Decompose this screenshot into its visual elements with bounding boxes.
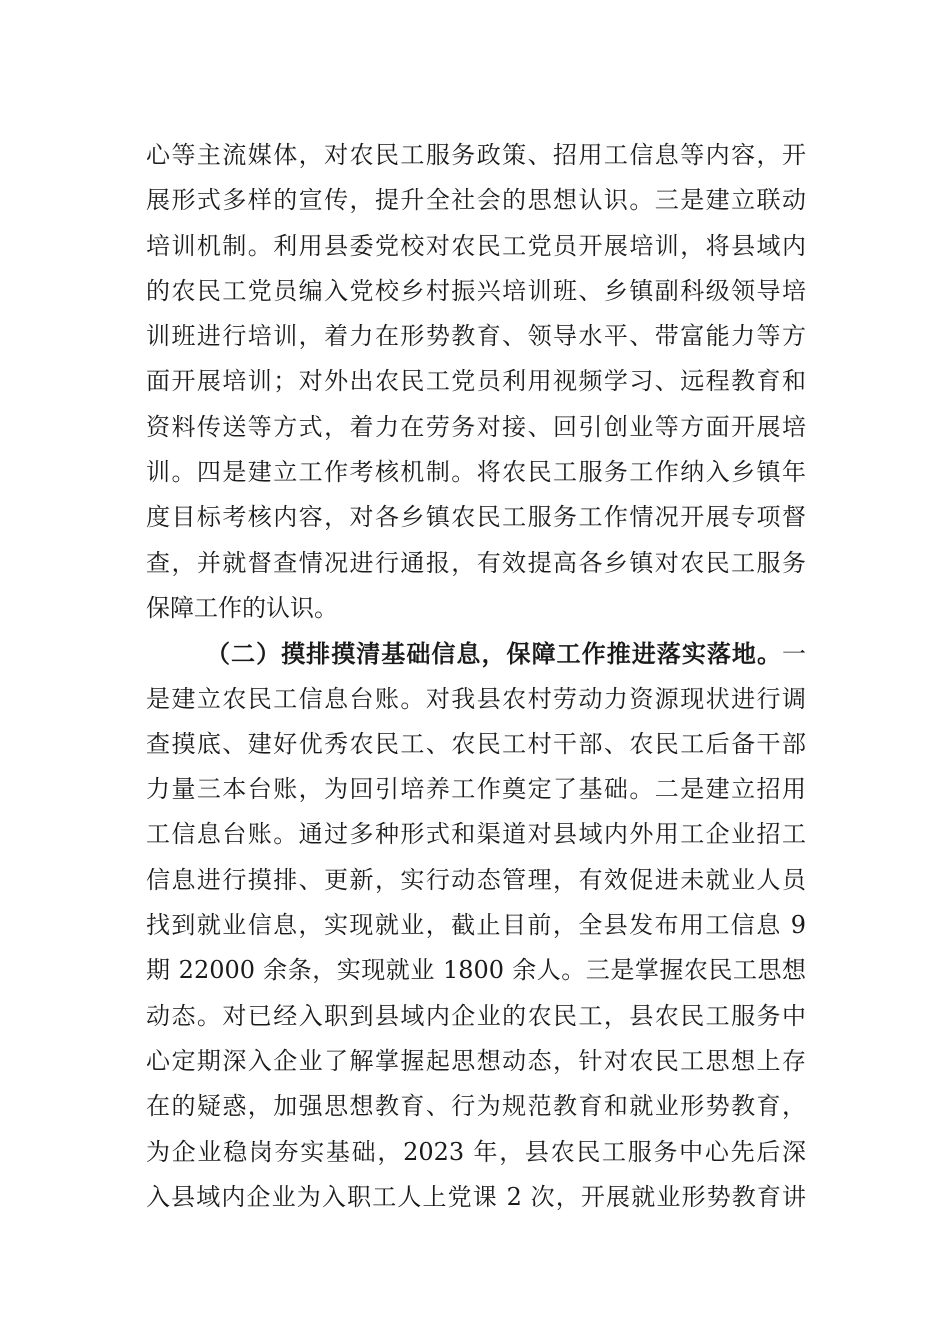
- text-line: 在的疑惑，加强思想教育、行为规范教育和就业形势教育，: [146, 1092, 806, 1121]
- text-line: 资料传送等方式，着力在劳务对接、回引创业等方面开展培: [146, 412, 806, 441]
- text-line: 训。四是建立工作考核机制。将农民工服务工作纳入乡镇年: [146, 458, 806, 487]
- text-line: 训班进行培训，着力在形势教育、领导水平、带富能力等方: [146, 322, 806, 351]
- text-line: 入县域内企业为入职工人上党课 2 次，开展就业形势教育讲: [146, 1182, 806, 1211]
- text-line: 是建立农民工信息台账。对我县农村劳动力资源现状进行调: [146, 684, 806, 713]
- text-line: 面开展培训；对外出农民工党员利用视频学习、远程教育和: [146, 367, 806, 396]
- text-line: 心定期深入企业了解掌握起思想动态，针对农民工思想上存: [146, 1046, 806, 1075]
- text-line: 查摸底、建好优秀农民工、农民工村干部、农民工后备干部: [146, 729, 806, 758]
- section-heading: （二）摸排摸清基础信息，保障工作推进落实落地。: [206, 639, 782, 669]
- text-fragment: 一: [782, 640, 806, 669]
- text-line: 度目标考核内容，对各乡镇农民工服务工作情况开展专项督: [146, 503, 806, 532]
- document-body: [146, 133, 806, 1220]
- text-line: 期 22000 余条，实现就业 1800 余人。三是掌握农民工思想: [146, 956, 806, 985]
- text-line: 查，并就督查情况进行通报，有效提高各乡镇对农民工服务: [146, 548, 806, 577]
- text-line: 培训机制。利用县委党校对农民工党员开展培训，将县域内: [146, 231, 806, 260]
- section-heading-line: [146, 631, 806, 676]
- text-line: 工信息台账。通过多种形式和渠道对县域内外用工企业招工: [146, 820, 806, 849]
- text-line: 找到就业信息，实现就业，截止目前，全县发布用工信息 9: [146, 911, 806, 940]
- text-line: 力量三本台账，为回引培养工作奠定了基础。二是建立招用: [146, 775, 806, 804]
- text-line: 保障工作的认识。: [146, 593, 338, 622]
- text-line: 展形式多样的宣传，提升全社会的思想认识。三是建立联动: [146, 186, 806, 215]
- text-line: 为企业稳岗夯实基础，2023 年，县农民工服务中心先后深: [146, 1137, 806, 1166]
- text-line: 信息进行摸排、更新，实行动态管理，有效促进未就业人员: [146, 865, 806, 894]
- text-line: 动态。对已经入职到县域内企业的农民工，县农民工服务中: [146, 1001, 806, 1030]
- text-line: 的农民工党员编入党校乡村振兴培训班、乡镇副科级领导培: [146, 276, 806, 305]
- text-line: 心等主流媒体，对农民工服务政策、招用工信息等内容，开: [146, 141, 806, 169]
